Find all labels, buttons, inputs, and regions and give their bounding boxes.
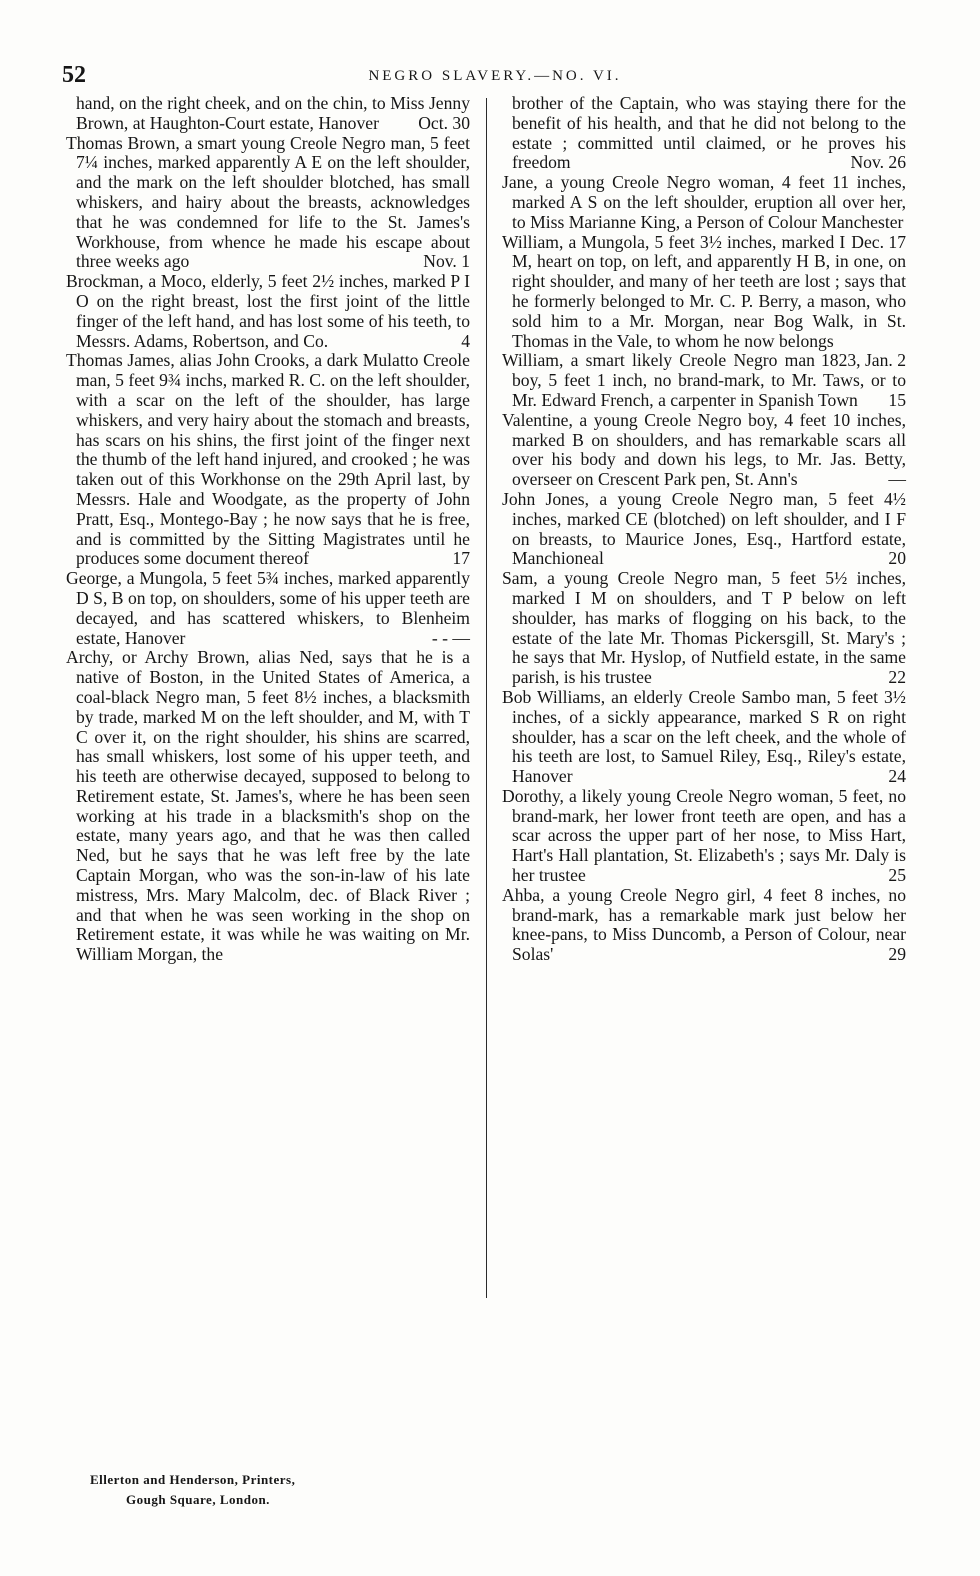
entry-date: Oct. 30	[418, 112, 470, 133]
register-entry	[66, 648, 470, 965]
register-entry	[502, 94, 906, 173]
register-entry	[502, 172, 906, 252]
entry-text: Ahba, a young Creole Negro girl, 4 feet 8 inches, no brand-mark, has a remarkable mark just below her knee-pans, to Miss Duncomb, a Person of Colour, near Solas'	[502, 884, 906, 965]
left-column	[66, 94, 470, 965]
register-entry	[66, 94, 470, 134]
entry-text: William, a Mungola, 5 feet 3½ inches, marked I M, heart on top, on left, and apparently H B, in one, on right shoulder, and many of her teeth are lost ; says that he formerly belonged to Mr. C. P. Berry, a mason, who sold him to a Mr. Morgan, near Bog Walk, in St. Thomas in the Vale, to whom he now belongs	[502, 231, 906, 351]
entry-date: 29	[888, 944, 906, 965]
register-entry	[502, 490, 906, 569]
entry-text: brother of the Captain, who was staying there for the benefit of his health, and that he did not belong to the estate ; committed until claimed, or he proves his freedom	[512, 93, 906, 173]
register-entry	[66, 272, 470, 351]
entry-text: hand, on the right cheek, and on the chin, to Miss Jenny Brown, at Haughton-Court estate, Hanover	[76, 93, 470, 133]
entry-text: Valentine, a young Creole Negro boy, 4 feet 10 inches, marked B on shoulders, and has remarkable scars all over his body and down his legs, to Mr. Jas. Betty, overseer on Crescent Park pen, St. Ann's	[502, 409, 906, 490]
register-entry	[502, 688, 906, 787]
register-entry	[66, 569, 470, 648]
entry-text: Thomas Brown, a smart young Creole Negro man, 5 feet 7¼ inches, marked apparently A E on the left shoulder, and the mark on the left shoulder blotched, has small whiskers, and hairy about the breasts, acknowledges that he was condemned for life to the St. James's Workhouse, from whence he made his escape about three weeks ago	[66, 132, 470, 272]
entry-text: Jane, a young Creole Negro woman, 4 feet 11 inches, marked A S on the left shoulder, eruption all over her, to Miss Marianne King, a Person of Colour Manchester	[502, 172, 906, 232]
page-number: 52	[62, 62, 86, 88]
printer-line: Gough Square, London.	[126, 1492, 270, 1507]
entry-text: Brockman, a Moco, elderly, 5 feet 2½ inches, marked P I O on the right breast, lost the first joint of the little finger of the left hand, and has lost some of his teeth, to Messrs. Adams, Robertson, and Co.	[66, 271, 470, 351]
entry-date: 24	[888, 766, 906, 787]
entry-date: 17	[452, 548, 470, 569]
printer-line: Ellerton and Henderson, Printers,	[90, 1472, 296, 1487]
entry-text: John Jones, a young Creole Negro man, 5 feet 4½ inches, marked CE (blotched) on left shoulder, and I F on breasts, to Maurice Jones, Esq., Hartford estate, Manchioneal	[502, 488, 906, 569]
column-divider	[486, 98, 487, 1298]
register-entry	[502, 231, 906, 371]
entry-text: William, a smart likely Creole Negro man boy, 5 feet 1 inch, no brand-mark, to Mr. Taws, or to Mr. Edward French, a carpenter in Spanish Town	[502, 350, 906, 410]
register-entry	[502, 569, 906, 688]
register-entry	[502, 787, 906, 886]
register-entry	[66, 134, 470, 273]
register-entry	[502, 411, 906, 490]
entry-date: 15	[888, 389, 906, 410]
entry-date: 1823, Jan. 2	[820, 350, 906, 371]
entry-text: Dorothy, a likely young Creole Negro woman, 5 feet, no brand-mark, her lower front teeth are open, and has a scar across the upper part of her nose, to Miss Hart, Hart's Hall plantation, St. Elizabeth's ; says Mr. Daly is her trustee	[502, 785, 906, 886]
running-title: NEGRO SLAVERY.—NO. VI.	[368, 68, 622, 84]
entry-date: 20	[888, 548, 906, 569]
entry-text: Archy, or Archy Brown, alias Ned, says that he is a native of Boston, in the United States of America, a coal-black Negro man, 5 feet 8½ inches, a blacksmith by trade, marked M on the left shoulder, and M, with T C over it, on the right shoulder, his shins are scarred, has small whiskers, lost some of his upper teeth, and his teeth are otherwise decayed, supposed to belong to Retirement estate, St. James's, where he has been seen working at his trade in a blacksmith's shop on the estate, many years ago, and that he was then called Ned, but he says that he was left free by the late Captain Morgan, who was the son-in-law of his late mistress, Mrs. Mary Malcolm, dec. of Black River ; and that when he was seen working in the shop on Retirement estate, it was while he was waiting on Mr. William Morgan, the	[66, 647, 470, 965]
register-entry	[502, 886, 906, 965]
entry-date: Nov. 26	[850, 152, 906, 173]
entry-date: 22	[888, 667, 906, 688]
entry-date: Dec. 17	[851, 231, 906, 252]
entry-text: George, a Mungola, 5 feet 5¾ inches, marked apparently D S, B on top, on shoulders, some of his upper teeth are decayed, and has scattered whiskers, to Blenheim estate, Hanover	[66, 568, 470, 648]
entry-date: - - —	[431, 627, 470, 648]
entry-text: Sam, a young Creole Negro man, 5 feet 5½ inches, marked I M on shoulders, and T P below on left shoulder, has marks of flogging on his back, to the estate of the late Mr. Thomas Pickersgill, St. Mary's ; he says that Mr. Hyslop, of Nutfield estate, in the same parish, is his trustee	[502, 568, 906, 688]
entry-date: 25	[888, 865, 906, 886]
right-column	[502, 94, 906, 965]
printer-imprint	[90, 1470, 295, 1510]
register-entry	[66, 351, 470, 569]
entry-date: Nov. 1	[423, 251, 470, 272]
entry-text: Bob Williams, an elderly Creole Sambo man, 5 feet 3½ inches, of a sickly appearance, marked S R on right shoulder, has a scar on the left cheek, and the whole of his teeth are lost, to Samuel Riley, Esq., Riley's estate, Hanover	[502, 686, 906, 787]
entry-date: —	[888, 469, 906, 490]
entry-date: 4	[461, 330, 470, 351]
entry-text: Thomas James, alias John Crooks, a dark Mulatto Creole man, 5 feet 9¾ inchs, marked R. C. on the left shoulder, with a scar on the left of the shoulder, has large whiskers, and very hairy about the stomach and breasts, has scars on his shins, the first joint of the finger next the thumb of the left hand injured, and crooked ; he was taken out of this Workhonse on the 29th April last, by Messrs. Hale and Woodgate, as the property of John Pratt, Esq., Montego-Bay ; he now says that he is free, and is committed by the Sitting Magistrates until he produces some document thereof	[66, 350, 470, 569]
page-header	[62, 62, 928, 90]
